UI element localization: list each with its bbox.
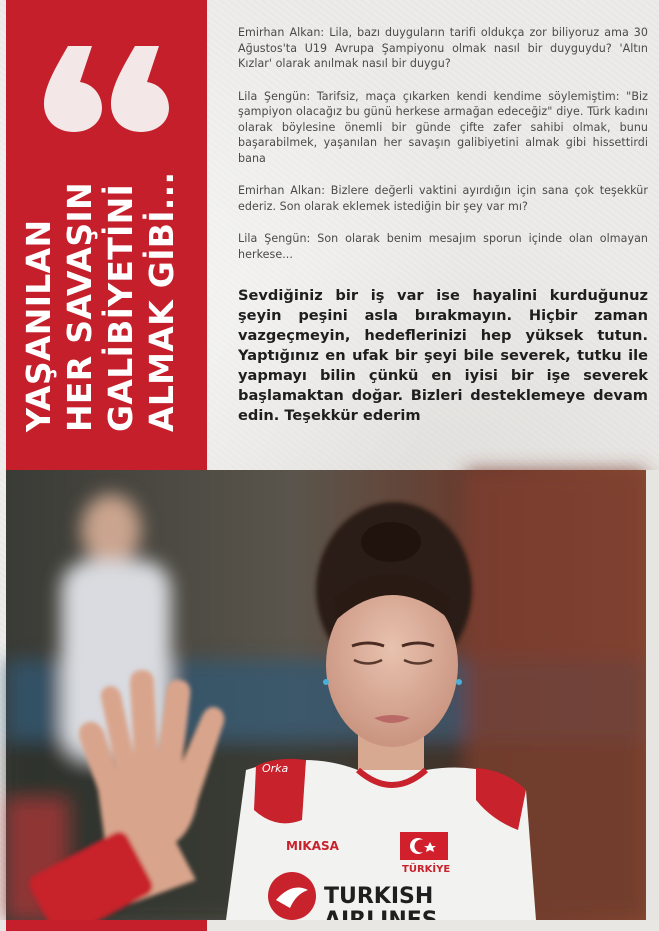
- bottom-red-accent: [6, 920, 207, 931]
- interview-text: [238, 25, 648, 279]
- page-title: [18, 12, 182, 432]
- paragraph-text: Lila, bazı duyguların tarifi oldukça zor biliyoruz ama 30 Ağustos'ta U19 Avrupa Şampiyonu olmak nasıl bir duyguydu? 'Altın Kızlar' olarak anılmak nasıl bir duygu?: [238, 26, 648, 70]
- paragraph-text: Son olarak benim mesajım sporun içinde olan olmayan herkese...: [238, 232, 648, 261]
- jersey-shoulder-text: Orka: [262, 762, 289, 775]
- title-line-1: YAŞANILAN: [19, 219, 58, 432]
- jersey-country-text: TÜRKİYE: [402, 864, 451, 875]
- closing-message: Sevdiğiniz bir iş var ise hayalini kurduğunuz şeyin peşini asla bırakmayın. Hiçbir zaman vazgeçmeyin, hedeflerinizi hep yüksek tutun. Yaptığınız en ufak bir şeyi bile severek, tutku ile yapmayı bilin çünkü en iyisi bir işe severek başlamaktan doğar. Bizleri desteklemeye devam edin. Teşekkür ederim: [238, 287, 648, 424]
- interview-question-1: [238, 25, 648, 72]
- jersey-sponsor-text: TURKISH: [324, 884, 434, 909]
- speaker-label: Emirhan Alkan:: [238, 184, 326, 197]
- paragraph-text: Tarifsiz, maça çıkarken kendi kendime söylemiştim: "Biz şampiyon olacağız bu günü herkese armağan edeceğiz" diye. Türk kadını olarak böylesine önemli bir günde çifte zafer sahibi olmak, bunu başarabilmek, yaşanılan her savaşın galibiyetini almak gibi hissettirdi bana: [238, 89, 648, 165]
- speaker-label: Emirhan Alkan:: [238, 26, 325, 39]
- interview-question-2: [238, 183, 648, 214]
- title-line-2: HER SAVAŞIN: [60, 182, 99, 432]
- paragraph-text: Bizlere değerli vaktini ayırdığın için sana çok teşekkür ederiz. Son olarak eklemek istediğin bir şey var mı?: [238, 184, 648, 213]
- speaker-label: Lila Şengün:: [238, 232, 311, 245]
- speaker-label: Lila Şengün:: [238, 89, 311, 103]
- interview-answer-2: [238, 231, 648, 262]
- page-margin-right: [646, 470, 659, 931]
- title-line-4: ALMAK GİBİ...: [142, 171, 181, 432]
- player-photo: [6, 470, 646, 920]
- title-line-3: GALİBİYETİNİ: [101, 183, 140, 432]
- interview-answer-1: [238, 89, 648, 167]
- jersey-brand-text: MIKASA: [286, 839, 339, 853]
